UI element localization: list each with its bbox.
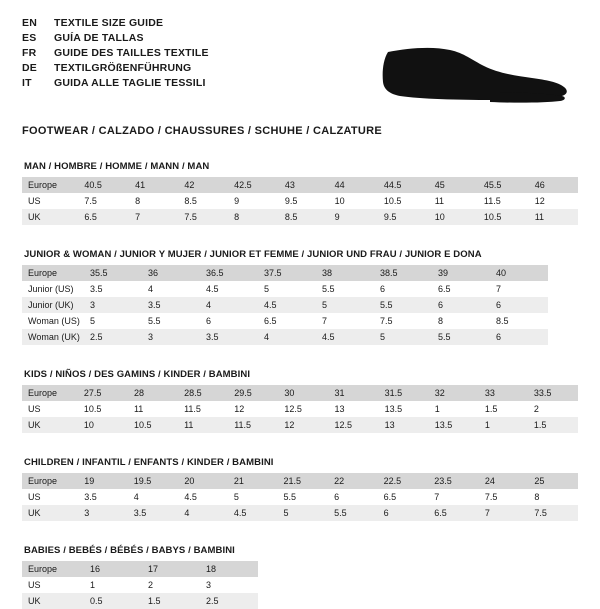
row-label: UK <box>22 593 84 609</box>
size-cell: 6 <box>432 297 490 313</box>
language-row <box>22 61 209 75</box>
size-cell: 5.5 <box>316 281 374 297</box>
size-cell: 7.5 <box>528 505 578 521</box>
language-code: ES <box>22 32 37 44</box>
size-cell: 11 <box>178 417 228 433</box>
size-cell: 39 <box>432 265 490 281</box>
table-row <box>22 209 578 225</box>
size-cell: 6.5 <box>78 209 129 225</box>
size-cell: 3.5 <box>142 297 200 313</box>
size-cell: 4 <box>258 329 316 345</box>
size-cell: 10 <box>78 417 128 433</box>
size-group-title: BABIES / BEBÉS / BÉBÉS / BABYS / BAMBINI <box>24 545 235 556</box>
size-cell: 5 <box>258 281 316 297</box>
size-cell: 7 <box>479 505 529 521</box>
size-cell: 23.5 <box>428 473 479 489</box>
size-cell: 13 <box>328 401 378 417</box>
language-text: GUIDE DES TAILLES TEXTILE <box>54 47 209 59</box>
size-cell: 4 <box>142 281 200 297</box>
table-row <box>22 193 578 209</box>
size-cell: 7 <box>129 209 178 225</box>
size-table <box>22 473 578 521</box>
row-label: Junior (UK) <box>22 297 84 313</box>
size-cell: 18 <box>200 561 258 577</box>
table-row <box>22 313 548 329</box>
row-label: Europe <box>22 473 78 489</box>
size-cell: 8 <box>432 313 490 329</box>
size-cell: 8 <box>129 193 178 209</box>
size-cell: 5 <box>316 297 374 313</box>
size-cell: 4 <box>200 297 258 313</box>
size-cell: 13 <box>379 417 429 433</box>
size-cell: 10.5 <box>128 417 178 433</box>
table-row <box>22 473 578 489</box>
size-cell: 27.5 <box>78 385 128 401</box>
size-group <box>22 457 578 521</box>
size-cell: 32 <box>429 385 479 401</box>
size-cell: 3 <box>142 329 200 345</box>
row-label: Europe <box>22 561 84 577</box>
size-cell: 45.5 <box>478 177 529 193</box>
size-cell: 7.5 <box>178 209 228 225</box>
size-cell: 11 <box>128 401 178 417</box>
row-label: Woman (UK) <box>22 329 84 345</box>
language-text: GUIDA ALLE TAGLIE TESSILI <box>54 77 206 89</box>
size-cell: 38.5 <box>374 265 432 281</box>
row-label: Europe <box>22 177 78 193</box>
size-cell: 43 <box>279 177 329 193</box>
table-row <box>22 417 578 433</box>
table-row <box>22 489 578 505</box>
size-cell: 45 <box>429 177 478 193</box>
size-cell: 12 <box>228 401 278 417</box>
size-cell: 17 <box>142 561 200 577</box>
size-cell: 1.5 <box>142 593 200 609</box>
size-cell: 6 <box>328 489 378 505</box>
size-cell: 40.5 <box>78 177 129 193</box>
language-row <box>22 16 209 30</box>
size-cell: 2.5 <box>200 593 258 609</box>
language-row <box>22 46 209 60</box>
table-row <box>22 593 258 609</box>
size-cell: 29.5 <box>228 385 278 401</box>
size-cell: 8.5 <box>178 193 228 209</box>
size-cell: 6.5 <box>432 281 490 297</box>
language-code: EN <box>22 17 37 29</box>
size-cell: 7.5 <box>479 489 529 505</box>
size-cell: 10.5 <box>478 209 529 225</box>
language-row <box>22 76 209 90</box>
size-cell: 42.5 <box>228 177 279 193</box>
size-cell: 5.5 <box>328 505 378 521</box>
size-cell: 1 <box>84 577 142 593</box>
size-cell: 9.5 <box>279 193 329 209</box>
table-row <box>22 265 548 281</box>
size-group <box>22 369 578 433</box>
row-label: Junior (US) <box>22 281 84 297</box>
size-cell: 20 <box>178 473 228 489</box>
size-cell: 3.5 <box>78 489 128 505</box>
size-group-title: MAN / HOMBRE / HOMME / MANN / MAN <box>24 161 210 172</box>
row-label: Europe <box>22 265 84 281</box>
language-list <box>22 16 209 90</box>
size-cell: 11 <box>429 193 478 209</box>
language-code: IT <box>22 77 32 89</box>
size-cell: 2.5 <box>84 329 142 345</box>
size-cell: 6 <box>374 281 432 297</box>
size-cell: 3 <box>200 577 258 593</box>
size-cell: 7 <box>428 489 479 505</box>
size-cell: 13.5 <box>379 401 429 417</box>
size-cell: 4.5 <box>178 489 228 505</box>
header <box>22 16 578 110</box>
row-label: US <box>22 401 78 417</box>
size-cell: 31.5 <box>379 385 429 401</box>
size-cell: 6 <box>378 505 429 521</box>
size-cell: 5.5 <box>432 329 490 345</box>
table-row <box>22 177 578 193</box>
table-row <box>22 385 578 401</box>
size-cell: 42 <box>178 177 228 193</box>
size-cell: 10 <box>329 193 378 209</box>
size-cell: 6.5 <box>378 489 429 505</box>
size-table <box>22 561 258 609</box>
size-cell: 24 <box>479 473 529 489</box>
size-cell: 6.5 <box>428 505 479 521</box>
size-cell: 0.5 <box>84 593 142 609</box>
size-cell: 5.5 <box>142 313 200 329</box>
size-table <box>22 265 548 345</box>
size-cell: 44 <box>329 177 378 193</box>
row-label: US <box>22 577 84 593</box>
size-cell: 11.5 <box>178 401 228 417</box>
size-cell: 36 <box>142 265 200 281</box>
size-cell: 5 <box>228 489 278 505</box>
size-cell: 31 <box>328 385 378 401</box>
size-cell: 11.5 <box>228 417 278 433</box>
size-cell: 9.5 <box>378 209 429 225</box>
size-cell: 7.5 <box>374 313 432 329</box>
size-cell: 12.5 <box>278 401 328 417</box>
size-cell: 40 <box>490 265 548 281</box>
size-cell: 4.5 <box>316 329 374 345</box>
row-label: UK <box>22 505 78 521</box>
size-cell: 3 <box>78 505 128 521</box>
size-cell: 6 <box>490 329 548 345</box>
size-cell: 2 <box>142 577 200 593</box>
table-row <box>22 297 548 313</box>
table-row <box>22 329 548 345</box>
size-cell: 4.5 <box>228 505 278 521</box>
size-cell: 1.5 <box>528 417 578 433</box>
page-title: FOOTWEAR / CALZADO / CHAUSSURES / SCHUHE / CALZATURE <box>22 125 383 137</box>
size-group-title: JUNIOR & WOMAN / JUNIOR Y MUJER / JUNIOR ET FEMME / JUNIOR UND FRAU / JUNIOR E DONA <box>24 249 482 260</box>
size-cell: 8.5 <box>279 209 329 225</box>
size-cell: 2 <box>528 401 578 417</box>
size-cell: 6 <box>200 313 258 329</box>
row-label: US <box>22 489 78 505</box>
size-cell: 9 <box>329 209 378 225</box>
size-cell: 10.5 <box>378 193 429 209</box>
size-cell: 19 <box>78 473 128 489</box>
size-cell: 11.5 <box>478 193 529 209</box>
size-group <box>22 545 578 609</box>
size-group <box>22 161 578 225</box>
size-cell: 38 <box>316 265 374 281</box>
size-cell: 9 <box>228 193 279 209</box>
size-cell: 25 <box>528 473 578 489</box>
size-cell: 8 <box>228 209 279 225</box>
size-cell: 5.5 <box>374 297 432 313</box>
size-cell: 5 <box>277 505 328 521</box>
size-cell: 7.5 <box>78 193 129 209</box>
dress-shoe-icon <box>372 30 572 110</box>
size-cell: 5.5 <box>277 489 328 505</box>
language-code: FR <box>22 47 37 59</box>
size-cell: 7 <box>490 281 548 297</box>
size-cell: 10.5 <box>78 401 128 417</box>
size-table <box>22 385 578 433</box>
size-cell: 33.5 <box>528 385 578 401</box>
size-cell: 41 <box>129 177 178 193</box>
size-group-title: KIDS / NIÑOS / DES GAMINS / KINDER / BAMBINI <box>24 369 251 380</box>
size-cell: 12 <box>278 417 328 433</box>
size-cell: 3.5 <box>128 505 179 521</box>
table-row <box>22 401 578 417</box>
size-cell: 44.5 <box>378 177 429 193</box>
size-cell: 4.5 <box>200 281 258 297</box>
row-label: UK <box>22 209 78 225</box>
size-cell: 11 <box>529 209 578 225</box>
size-cell: 36.5 <box>200 265 258 281</box>
size-cell: 3.5 <box>84 281 142 297</box>
language-text: TEXTILE SIZE GUIDE <box>54 17 164 29</box>
size-cell: 1 <box>429 401 479 417</box>
size-group <box>22 249 578 345</box>
size-group-title: CHILDREN / INFANTIL / ENFANTS / KINDER / BAMBINI <box>24 457 274 468</box>
size-cell: 21.5 <box>277 473 328 489</box>
size-cell: 46 <box>529 177 578 193</box>
size-cell: 4.5 <box>258 297 316 313</box>
language-row <box>22 31 209 45</box>
size-cell: 33 <box>479 385 528 401</box>
size-cell: 28 <box>128 385 178 401</box>
size-cell: 19.5 <box>128 473 179 489</box>
row-label: Europe <box>22 385 78 401</box>
row-label: Woman (US) <box>22 313 84 329</box>
size-cell: 4 <box>178 505 228 521</box>
language-text: TEXTILGRÖßENFÜHRUNG <box>54 62 192 74</box>
table-row <box>22 505 578 521</box>
row-label: UK <box>22 417 78 433</box>
size-cell: 3.5 <box>200 329 258 345</box>
size-cell: 10 <box>429 209 478 225</box>
row-label: US <box>22 193 78 209</box>
size-cell: 12 <box>529 193 578 209</box>
size-cell: 22 <box>328 473 378 489</box>
language-code: DE <box>22 62 37 74</box>
size-cell: 28.5 <box>178 385 228 401</box>
size-cell: 37.5 <box>258 265 316 281</box>
size-cell: 35.5 <box>84 265 142 281</box>
size-cell: 6 <box>490 297 548 313</box>
size-cell: 4 <box>128 489 179 505</box>
size-cell: 22.5 <box>378 473 429 489</box>
size-cell: 1.5 <box>479 401 528 417</box>
size-cell: 3 <box>84 297 142 313</box>
size-cell: 12.5 <box>328 417 378 433</box>
size-cell: 1 <box>479 417 528 433</box>
size-tables <box>22 161 578 609</box>
size-cell: 21 <box>228 473 278 489</box>
language-text: GUÍA DE TALLAS <box>54 32 144 44</box>
size-cell: 30 <box>278 385 328 401</box>
size-cell: 5 <box>84 313 142 329</box>
size-cell: 5 <box>374 329 432 345</box>
size-cell: 6.5 <box>258 313 316 329</box>
size-table <box>22 177 578 225</box>
table-row <box>22 281 548 297</box>
size-cell: 7 <box>316 313 374 329</box>
table-row <box>22 577 258 593</box>
size-cell: 16 <box>84 561 142 577</box>
table-row <box>22 561 258 577</box>
size-cell: 13.5 <box>429 417 479 433</box>
size-cell: 8.5 <box>490 313 548 329</box>
size-cell: 8 <box>528 489 578 505</box>
